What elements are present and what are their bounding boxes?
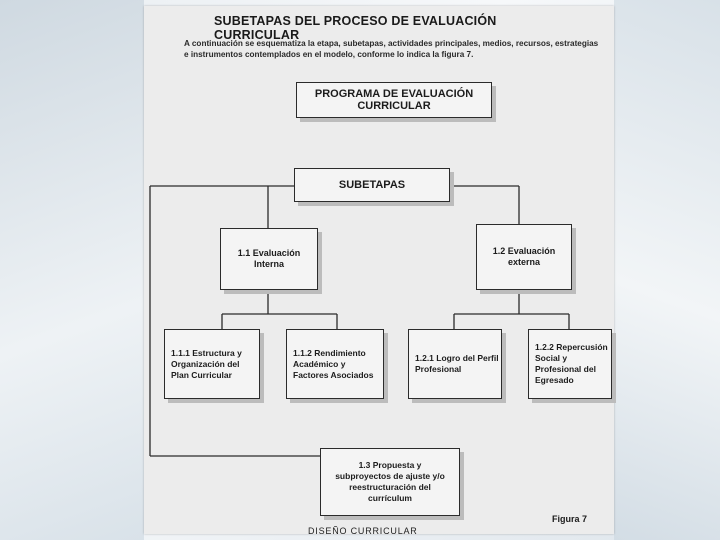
footer-text: DISEÑO CURRICULAR bbox=[308, 526, 418, 536]
node-1-2-1-label: 1.2.1 Logro del Perfil Profesional bbox=[415, 353, 499, 374]
node-1-1-1 bbox=[164, 329, 260, 399]
node-1-2-1 bbox=[408, 329, 502, 399]
program-box bbox=[296, 82, 492, 118]
node-1-3 bbox=[320, 448, 460, 516]
subetapas-box-label: SUBETAPAS bbox=[338, 179, 406, 191]
node-external-evaluation bbox=[476, 224, 572, 290]
page-title: SUBETAPAS DEL PROCESO DE EVALUACIÓN CURRICULAR bbox=[214, 14, 497, 42]
node-1-1-2-label: 1.1.2 Rendimiento Académico y Factores Asociados bbox=[293, 347, 374, 380]
node-1-2-2-label: 1.2.2 Repercusión Social y Profesional del Egresado bbox=[535, 342, 608, 385]
node-1-1-2 bbox=[286, 329, 384, 399]
node-1-2-2 bbox=[528, 329, 612, 399]
node-external-evaluation-label: 1.2 Evaluación externa bbox=[492, 246, 556, 267]
node-1-1-1-label: 1.1.1 Estructura y Organización del Plan Curricular bbox=[171, 347, 242, 380]
subetapas-box bbox=[294, 168, 450, 202]
slide-background-right bbox=[614, 0, 720, 540]
node-internal-evaluation bbox=[220, 228, 318, 290]
node-1-3-label: 1.3 Propuesta y subproyectos de ajuste y/o reestructuración del currículum bbox=[335, 460, 445, 503]
page-intro-text: A continuación se esquematiza la etapa, subetapas, actividades principales, medios, recursos, estrategias e instrumentos contemplados en el modelo, conforme lo indica la figura 7. bbox=[184, 39, 599, 59]
slide-background-left bbox=[0, 0, 144, 540]
figure-caption: Figura 7 bbox=[552, 514, 588, 524]
scanned-page bbox=[144, 6, 614, 534]
program-box-label: PROGRAMA DE EVALUACIÓN CURRICULAR bbox=[314, 88, 474, 112]
node-internal-evaluation-label: 1.1 Evaluación Interna bbox=[237, 248, 301, 269]
